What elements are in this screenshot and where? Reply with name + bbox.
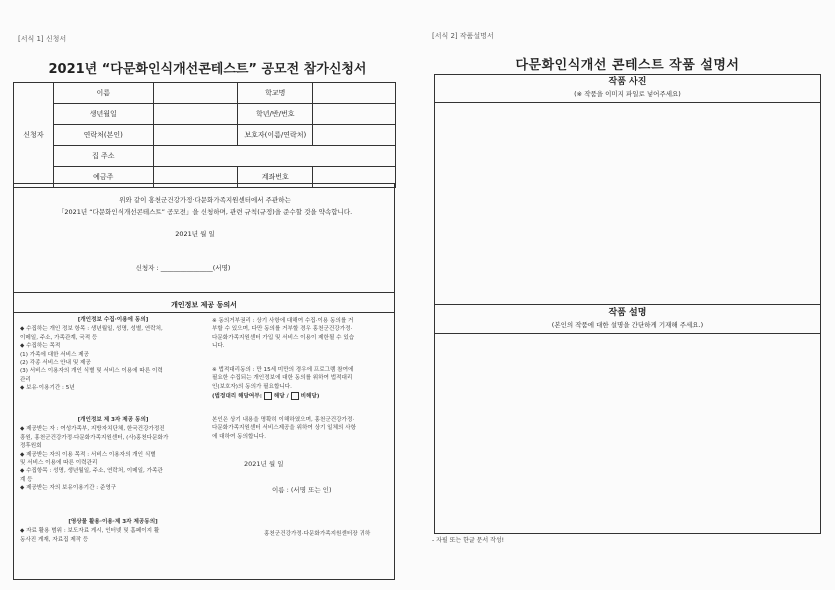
consent-line: ◆ 제공받는 자의 보유이용기간 : 준영구 <box>20 485 117 492</box>
consent-line: ◆ 보유·이용기간 : 5년 <box>20 385 75 392</box>
proxy-no-label: 비해당) <box>300 393 320 400</box>
proxy-yes-checkbox[interactable] <box>264 392 272 400</box>
consent-line: ◆ 수집항목 : 성명, 생년월일, 주소, 연락처, 이메일, 가족관 <box>20 468 163 475</box>
consent-line: 본인은 상기 내용을 명확히 이해하였으며, 홍천군건강가정· <box>212 417 355 423</box>
guardian-field[interactable] <box>313 125 396 146</box>
consent-line: 니다. <box>212 343 225 350</box>
consent-line: 에 대하여 동의합니다. <box>212 433 266 440</box>
consent-line: 동사진 게재, 자료집 제작 등 <box>20 536 89 543</box>
desc-title: 작품 설명 <box>608 308 647 318</box>
contact-field[interactable] <box>153 125 238 146</box>
pledge-signer: 신청자 : ________________(서명) <box>135 264 231 272</box>
contact-label: 연락처(본인) <box>53 125 153 146</box>
consent-line: ◆ 수집하는 개인 정보 항목 : 생년월일, 성명, 성별, 연락처, <box>20 326 163 333</box>
consent-line: 다문화가족지원센터 서비스제공을 위하여 상기 일체의 사항 <box>212 425 356 432</box>
legal-proxy-section <box>212 366 392 401</box>
proxy-label: (법정대리 해당여부: <box>212 393 262 400</box>
description-form-page <box>420 0 835 590</box>
form-code-label: [서식 1] 신청서 <box>18 35 67 43</box>
application-title: 2021년 “다문화인식개선콘테스트” 공모전 참가신청서 <box>48 62 367 77</box>
school-label: 학교명 <box>238 83 313 104</box>
consent-line: 이메일, 주소, 가족관계, 국적 등 <box>20 334 98 341</box>
consent-line: (2) 각종 서비스 안내 및 제공 <box>20 360 91 367</box>
applicant-info-table <box>13 82 396 188</box>
consent-collect-section <box>20 316 206 393</box>
consent-media-section <box>20 518 206 544</box>
photo-header <box>435 76 820 99</box>
school-field[interactable] <box>313 83 396 104</box>
description-title: 다문화인식개선 콘테스트 작품 설명서 <box>515 58 740 73</box>
consent-line: 다문화가족지원센터 가입 및 서비스 이용이 제한될 수 있습 <box>212 334 355 341</box>
pledge-consent-box <box>13 183 395 580</box>
consent-line: 인(보호자)의 동의가 필요합니다. <box>212 383 292 390</box>
consent-third-party-heading: [개인정보 제 3자 제공 동의] <box>77 417 149 423</box>
name-field[interactable] <box>153 83 238 104</box>
consent-line: 계 등 <box>20 476 33 483</box>
divider <box>14 312 394 313</box>
applicant-label: 신청자 <box>14 83 54 188</box>
consent-line: 및 서비스 이용에 따른 이력관리 <box>20 460 98 467</box>
depositor-label: 예금주 <box>53 167 153 188</box>
form-code-label: [서식 2] 작품설명서 <box>432 32 494 40</box>
consent-line: 필요한 수집되는 개인정보에 대한 동의를 위하여 법적대리 <box>212 375 353 382</box>
consent-collect-heading: [개인정보 수집·이용에 동의] <box>77 317 149 323</box>
refusal-right-section <box>212 317 392 351</box>
desc-header <box>435 307 820 330</box>
consent-line: 부할 수 있으며, 다만 동의를 거부할 경우 홍천군건강가정· <box>212 326 353 333</box>
divider <box>435 304 820 305</box>
consent-line: 정후원회 <box>20 443 42 450</box>
consent-line: ◆ 제공받는 자 : 여성가족부, 지방자치단체, 한국건강가정진 <box>20 426 165 433</box>
consent-line: ◆ 자료 활용 범위 : 보도자료 게시, 인터넷 및 홈페이지 활 <box>20 528 160 535</box>
pledge-line-1: 위와 같이 홍천군건강가정·다문화가족지원센터에서 주관하는 <box>119 196 291 204</box>
name-label: 이름 <box>53 83 153 104</box>
account-label: 계좌번호 <box>238 167 313 188</box>
proxy-no-checkbox[interactable] <box>291 392 299 400</box>
consent-title: 개인정보 제공 동의서 <box>171 301 237 309</box>
consent-line: ※ 동의거부권리 : 상기 사항에 대해여 수집·이용 동의를 거 <box>212 318 354 324</box>
consent-third-party-section <box>20 416 206 493</box>
photo-note: (※ 작품을 이미지 파일로 넣어주세요) <box>574 90 681 98</box>
proxy-yes-label: 해당 / <box>273 393 289 400</box>
consent-line: 흥원, 홍천군건강가정·다문화가족지원센터, (사)홍천다문화가 <box>20 434 169 441</box>
desc-note: (본인의 작품에 대한 설명을 간단하게 기재해 주세요.) <box>551 321 704 329</box>
consent-line: (1) 가족에 대한 서비스 제공 <box>20 351 90 358</box>
recipient-org: 홍천군건강가정·다문화가족지원센터장 귀하 <box>264 531 371 537</box>
footer-note: - 자필 또는 한글 문서 작성! <box>432 537 505 544</box>
agreement-name: 이름 : (서명 또는 인) <box>272 486 332 494</box>
description-box <box>434 74 821 534</box>
guardian-label: 보호자(이름/연락처) <box>238 125 313 146</box>
pledge-line-2: 「2021년 “다문화인식개선콘테스트” 공모전」을 신청하며, 관련 규칙(규정)을 준수할 것을 약속합니다. <box>57 208 353 216</box>
consent-line: (3) 서비스 이용자의 개인 식별 및 서비스 이용에 따른 이력 <box>20 368 163 375</box>
consent-line: ◆ 수집하는 목적 <box>20 343 61 350</box>
address-field[interactable] <box>153 146 395 167</box>
divider <box>14 292 394 293</box>
birth-field[interactable] <box>153 104 238 125</box>
consent-media-heading: [영상물 활용·이용·제 3자 제공동의] <box>68 519 158 525</box>
consent-line: ◆ 제공받는 자의 이용 목적 : 서비스 이용자의 개인 식별 <box>20 451 156 458</box>
proxy-choice <box>212 392 392 401</box>
grade-field[interactable] <box>313 104 396 125</box>
photo-area[interactable] <box>435 103 820 303</box>
photo-title: 작품 사진 <box>608 77 647 87</box>
description-area[interactable] <box>435 334 820 532</box>
agreement-date: 2021년 월 일 <box>244 460 284 468</box>
agreement-section <box>212 416 392 441</box>
application-form-page <box>0 0 415 590</box>
pledge-date: 2021년 월 일 <box>175 230 215 238</box>
grade-label: 학년/반/번호 <box>238 104 313 125</box>
address-label: 집 주소 <box>53 146 153 167</box>
consent-line: 관리 <box>20 376 31 383</box>
consent-line: ※ 법적대리동의 : 만 15세 미만의 경우에 프로그램 참여에 <box>212 367 354 373</box>
birth-label: 생년월일 <box>53 104 153 125</box>
